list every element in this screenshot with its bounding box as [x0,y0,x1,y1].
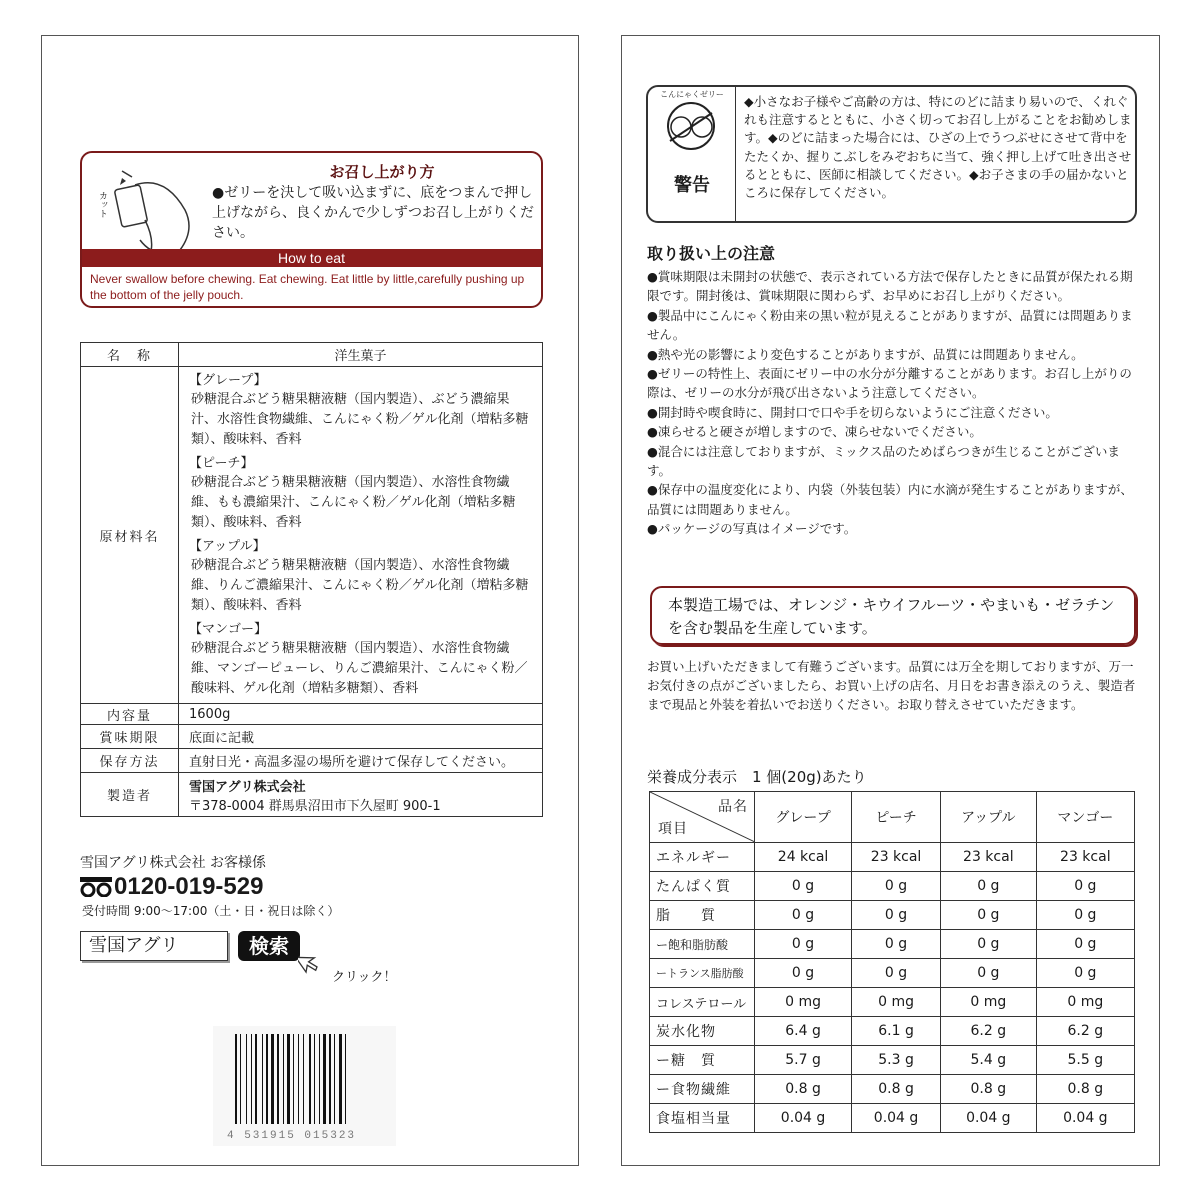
table-cell: 0 mg [852,988,941,1017]
table-row [650,1075,1135,1104]
barcode-bar [345,1034,346,1124]
table-cell: 0 g [852,901,941,930]
table-row [81,725,543,749]
table-row [650,901,1135,930]
table-cell: 0 g [755,901,852,930]
column-header: アップル [941,792,1037,843]
ingredient-grape: 【グレープ】 砂糖混合ぶどう糖果糖液糖（国内製造）、ぶどう濃縮果汁、水溶性食物繊維、こんにゃく粉／ゲル化剤（増粘多糖類）、酸味料、香料 [189,373,529,447]
table-row [650,959,1135,988]
row-label: ー食物繊維 [650,1075,755,1104]
table-cell: 0 mg [941,988,1037,1017]
child-elder-face-icon [658,101,724,151]
content-value: 1600g [179,704,543,725]
expiry-label: 賞味期限 [81,725,179,749]
list-item: ●開封時や喫食時に、開封口で口や手を切らないようにご注意ください。 [647,404,1058,420]
how-to-eat-title: お召し上がり方 [329,163,435,181]
storage-value: 直射日光・高温多湿の場所を避けて保存してください。 [179,749,543,773]
maker-value [179,773,543,817]
row-label: 食塩相当量 [650,1104,755,1133]
barcode-bar [319,1034,320,1124]
nutrition-table [649,791,1135,1133]
table-cell: 0.04 g [1036,1104,1134,1133]
barcode-bar [287,1034,290,1124]
name-value: 洋生菓子 [179,343,543,367]
table-cell: 23 kcal [852,843,941,872]
table-cell: 5.5 g [1036,1046,1134,1075]
search-button[interactable]: 検索 [238,931,300,961]
table-row [650,930,1135,959]
left-label-panel [41,35,579,1166]
list-item: ●ゼリーの特性上、表面にゼリー中の水分が分離することがあります。お召し上がりの際は、ゼリーの水分が飛び出さないよう注意してください。 [647,366,1132,401]
table-cell: 0 g [1036,930,1134,959]
ingredients-label: 原材料名 [81,367,179,704]
table-cell: 6.2 g [1036,1017,1134,1046]
row-label: ートランス脂肪酸 [650,959,755,988]
table-cell: 23 kcal [1036,843,1134,872]
table-cell: 5.3 g [852,1046,941,1075]
how-to-eat-instruction: ●ゼリーを決して吸い込まずに、底をつまんで押し上げながら、良くかんで少しずつお召し上がりください。 [212,185,534,241]
barcode-bar [240,1034,241,1124]
warning-text: ◆小さなお子様やご高齢の方は、特にのどに詰まり易いので、くれぐれも注意するとともに、小さく切ってお召し上がることをお勧めします。◆のどに詰まった場合には、ひざの上でうつぶせにさせて背中をたたくか、握りこぶしをみぞおちに当て、強く押し上げて吐き出させるとともに、医師に相談してください。◆お子さまの手の届かないところに保存してください。 [744,94,1132,201]
barcode-digits: 4 531915 015323 [227,1130,357,1142]
row-label: ー糖 質 [650,1046,755,1075]
table-cell: 0 g [941,901,1037,930]
table-cell: 6.2 g [941,1017,1037,1046]
table-cell: 0 g [852,872,941,901]
table-cell: 0 g [755,930,852,959]
warning-label: 警告 [674,175,710,196]
table-cell: 0.04 g [852,1104,941,1133]
corner-bottom-label: 項目 [658,821,688,837]
table-cell: 0.04 g [941,1104,1037,1133]
table-cell: 0 g [755,872,852,901]
table-cell: 0 mg [1036,988,1134,1017]
table-row [650,1017,1135,1046]
barcode-bar [251,1034,252,1124]
cursor-arrow-icon [298,949,326,977]
how-to-eat-box [80,151,543,308]
list-item: ●賞味期限は未開封の状態で、表示されている方法で保存したときに品質が保たれる期限です。開封後は、賞味期限に関わらず、お早めにお召し上がりください。 [647,269,1133,304]
table-row [81,704,543,725]
table-row [81,749,543,773]
table-row [650,843,1135,872]
handling-notes [647,267,1142,539]
barcode-bar [266,1034,268,1124]
barcode-bar [329,1034,331,1124]
barcode-bars-icon [213,1026,396,1126]
row-label: エネルギー [650,843,755,872]
table-cell: 0.8 g [852,1075,941,1104]
table-cell: 0.8 g [755,1075,852,1104]
ingredient-mango: 【マンゴー】 砂糖混合ぶどう糖果糖液糖（国内製造）、水溶性食物繊維、マンゴーピューレ、りんご濃縮果汁、こんにゃく粉／酸味料、ゲル化剤（増粘多糖類）、香料 [189,622,528,696]
barcode-bar [314,1034,315,1124]
barcode-bar [309,1034,311,1124]
list-item: ●パッケージの写真はイメージです。 [647,521,857,537]
table-cell: 6.1 g [852,1017,941,1046]
right-label-panel [621,35,1160,1166]
storage-label: 保存方法 [81,749,179,773]
row-label: たんぱく質 [650,872,755,901]
barcode-bar [339,1034,342,1124]
maker-label: 製造者 [81,773,179,817]
content-label: 内容量 [81,704,179,725]
row-label: コレステロール [650,988,755,1017]
ingredient-apple: 【アップル】 砂糖混合ぶどう糖果糖液糖（国内製造）、水溶性食物繊維、りんご濃縮果汁、こんにゃく粉／ゲル化剤（増粘多糖類）、酸味料、香料 [189,539,529,613]
contact-company: 雪国アグリ株式会社 お客様係 [80,855,267,871]
corner-top-label: 品名 [718,799,748,815]
table-row [650,872,1135,901]
table-row [650,988,1135,1017]
table-cell: 0 g [941,959,1037,988]
ingredients-list [179,367,543,704]
barcode-bar [298,1034,299,1124]
nutrition-title: 栄養成分表示 1 個(20g)あたり [647,768,867,786]
row-label: 脂 質 [650,901,755,930]
freedial-icon [80,877,112,897]
row-label: 炭水化物 [650,1017,755,1046]
table-row [81,343,543,367]
handling-title: 取り扱い上の注意 [647,244,776,263]
maker-address: 〒378-0004 群馬県沼田市下久屋町 900-1 [189,798,441,814]
barcode-bar [323,1034,326,1124]
name-label: 名 称 [81,343,179,367]
barcode-bar [246,1034,247,1124]
table-row [81,367,543,704]
table-cell: 0 g [941,872,1037,901]
table-row [650,1046,1135,1075]
barcode-bar [303,1034,304,1124]
expiry-value: 底面に記載 [179,725,543,749]
table-cell: 5.4 g [941,1046,1037,1075]
cut-label: カット [97,191,107,218]
table-row [650,1104,1135,1133]
table-cell: 0 g [941,930,1037,959]
nutrition-corner [650,792,755,843]
barcode [213,1026,396,1146]
phone-number[interactable] [80,873,263,901]
thanks-text: お買い上げいただきまして有難うございます。品質には万全を期しておりますが、万一お気付きの点がございましたら、お買い上げの店名、月日をお書き添えのうえ、製造者まで現品と外装を着払いでお送りください。お取り替えさせていただきます。 [647,659,1136,712]
table-cell: 23 kcal [941,843,1037,872]
table-cell: 0 g [1036,959,1134,988]
phone-text: 0120-019-529 [114,873,264,900]
table-row [81,773,543,817]
table-cell: 0 g [755,959,852,988]
table-cell: 6.4 g [755,1017,852,1046]
table-cell: 0 g [1036,901,1134,930]
table-row [650,792,1135,843]
list-item: ●凍らせると硬さが増しますので、凍らせないでください。 [647,424,982,440]
barcode-bar [271,1034,274,1124]
warning-badge [648,87,736,221]
ingredient-peach: 【ピーチ】 砂糖混合ぶどう糖果糖液糖（国内製造）、水溶性食物繊維、もも濃縮果汁、こんにゃく粉／ゲル化剤（増粘多糖類）、酸味料、香料 [189,456,516,530]
how-to-eat-english: Never swallow before chewing. Eat chewing. Eat little by little,carefully pushing up the bottom of the jelly pouch. [90,272,525,302]
table-cell: 0.8 g [941,1075,1037,1104]
maker-name: 雪国アグリ株式会社 [189,779,306,795]
how-to-eat-band: How to eat [82,249,541,267]
allergen-notice: 本製造工場では、オレンジ・キウイフルーツ・やまいも・ゼラチンを含む製品を生産しています。 [650,586,1136,645]
barcode-bar [235,1034,237,1124]
row-label: ー飽和脂肪酸 [650,930,755,959]
table-cell: 0 g [852,959,941,988]
list-item: ●保存中の温度変化により、内袋（外装包装）内に水滴が発生することがありますが、品質には問題ありません。 [647,482,1133,517]
table-cell: 0.04 g [755,1104,852,1133]
konjac-jelly-badge-text: こんにゃくゼリー [660,90,724,99]
contact-hours: 受付時間 9:00〜17:00（土・日・祝日は除く） [82,904,340,918]
table-cell: 24 kcal [755,843,852,872]
table-cell: 0 mg [755,988,852,1017]
column-header: グレープ [755,792,852,843]
list-item: ●製品中にこんにゃく粉由来の黒い粒が見えることがありますが、品質には問題ありません。 [647,307,1133,343]
barcode-bar [255,1034,257,1124]
list-item: ●熱や光の影響により変色することがありますが、品質には問題ありません。 [647,346,1084,362]
barcode-bar [262,1034,263,1124]
column-header: マンゴー [1036,792,1134,843]
table-cell: 0 g [852,930,941,959]
table-cell: 0.8 g [1036,1075,1134,1104]
barcode-bar [283,1034,284,1124]
list-item: ●混合には注意しておりますが、ミックス品のためばらつきが生じることがございます。 [647,443,1120,479]
barcode-bar [277,1034,279,1124]
table-cell: 5.7 g [755,1046,852,1075]
table-cell: 0 g [1036,872,1134,901]
product-info-table [80,342,543,817]
warning-box [646,85,1137,223]
barcode-bar [293,1034,294,1124]
column-header: ピーチ [852,792,941,843]
click-label: クリック！ [332,970,397,985]
barcode-bar [334,1034,335,1124]
search-input[interactable]: 雪国アグリ [80,931,228,961]
